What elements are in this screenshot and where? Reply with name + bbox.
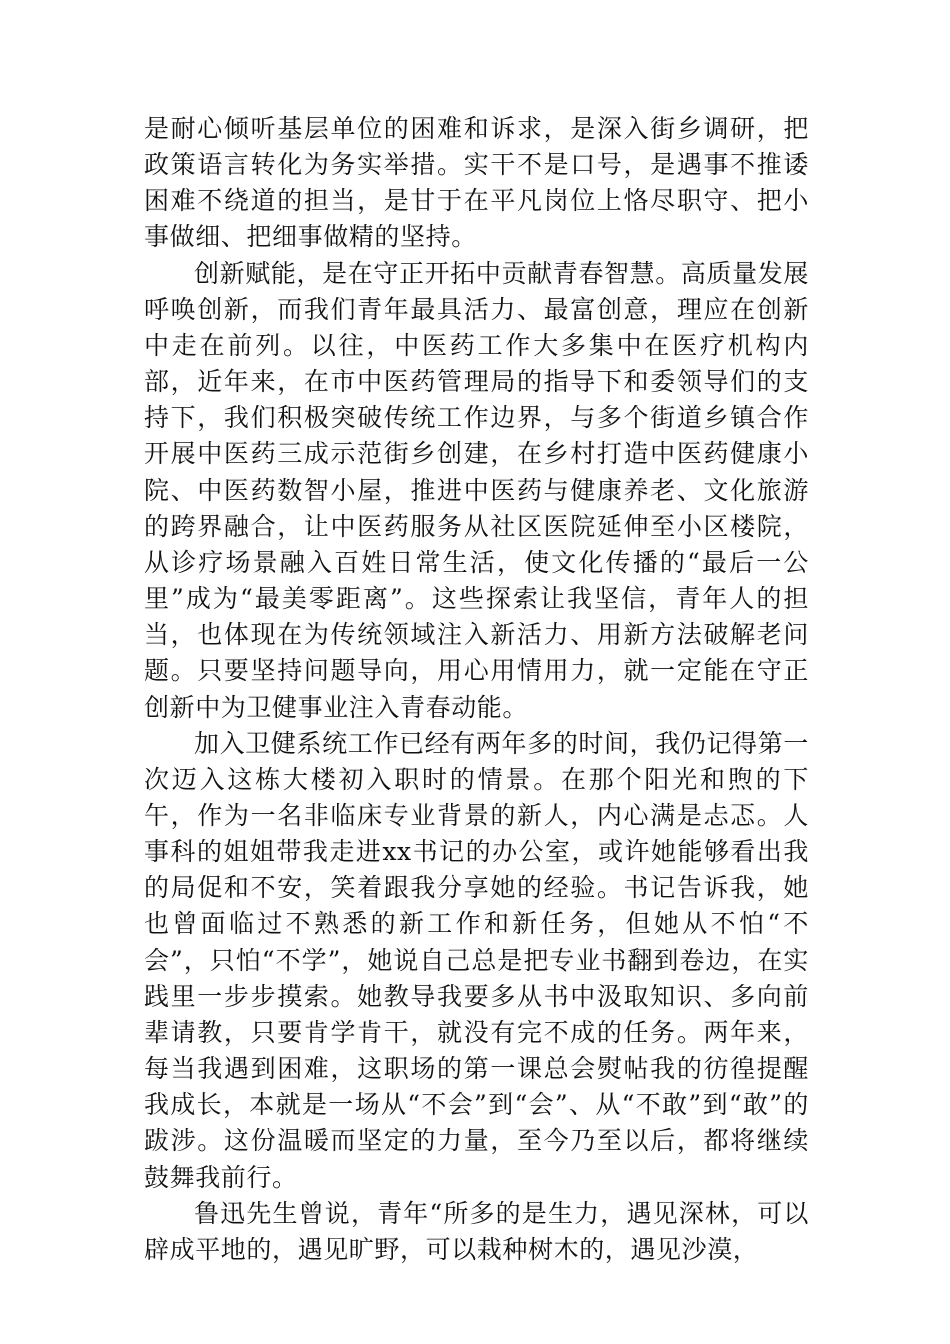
body-text bbox=[144, 111, 809, 1268]
paragraph-innovation: 创新赋能，是在守正开拓中贡献青春智慧。高质量发展呼唤创新，而我们青年最具活力、最富创意，理应在创新中走在前列。以往，中医药工作大多集中在医疗机构内部，近年来，在市中医药管理局的指导下和委领导们的支持下，我们积极突破传统工作边界，与多个街道乡镇合作开展中医药三成示范街乡创建，在乡村打造中医药健康小院、中医药数智小屋，推进中医药与健康养老、文化旅游的跨界融合，让中医药服务从社区医院延伸至小区楼院，从诊疗场景融入百姓日常生活，使文化传播的“最后一公里”成为“最美零距离”。这些探索让我坚信，青年人的担当，也体现在为传统领域注入新活力、用新方法破解老问题。只要坚持问题导向，用心用情用力，就一定能在守正创新中为卫健事业注入青春动能。 bbox=[144, 258, 809, 722]
paragraph-lu-xun-quote: 鲁迅先生曾说，青年“所多的是生力，遇见深林，可以辟成平地的，遇见旷野，可以栽种树木的，遇见沙漠， bbox=[144, 1198, 809, 1264]
paragraph-continuation: 是耐心倾听基层单位的困难和诉求，是深入街乡调研，把政策语言转化为务实举措。实干不是口号，是遇事不推诿困难不绕道的担当，是甘于在平凡岗位上恪尽职守、把小事做细、把细事做精的坚持。 bbox=[144, 114, 809, 252]
paragraph-first-lesson: 加入卫健系统工作已经有两年多的时间，我仍记得第一次迈入这栋大楼初入职时的情景。在那个阳光和煦的下午，作为一名非临床专业背景的新人，内心满是忐忑。人事科的姐姐带我走进xx书记的办公室，或许她能够看出我的局促和不安，笑着跟我分享她的经验。书记告诉我，她也曾面临过不熟悉的新工作和新任务，但她从不怕“不会”，只怕“不学”，她说自己总是把专业书翻到卷边，在实践里一步步摸索。她教导我要多从书中汲取知识、多向前辈请教，只要肯学肯干，就没有完不成的任务。两年来，每当我遇到困难，这职场的第一课总会熨帖我的彷徨提醒我成长，本就是一场从“不会”到“会”、从“不敢”到“敢”的跋涉。这份温暖而坚定的力量，至今乃至以后，都将继续鼓舞我前行。 bbox=[144, 728, 809, 1192]
